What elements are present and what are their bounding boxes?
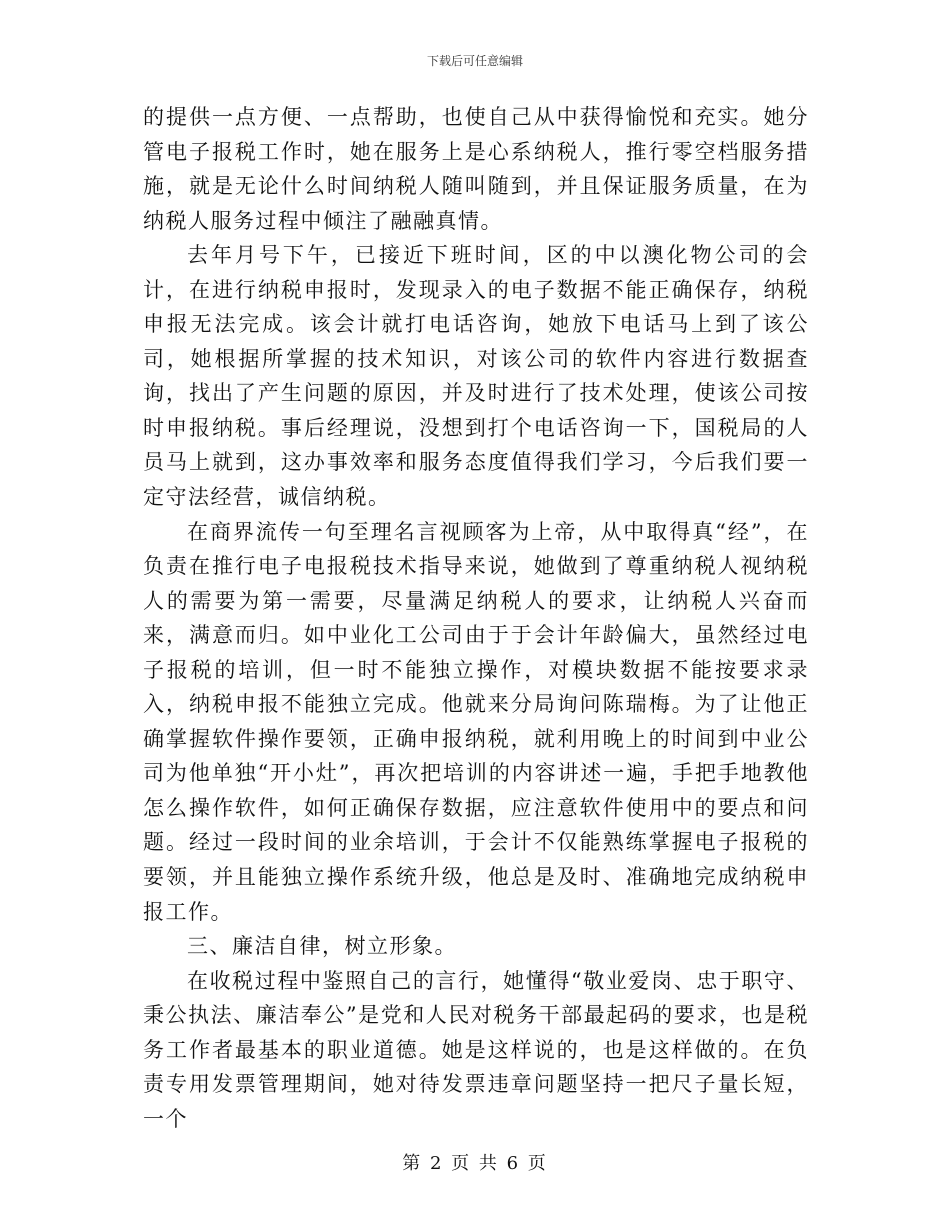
page-footer: 第 2 页 共 6 页 — [402, 1153, 548, 1174]
page-header: 下载后可任意编辑 — [426, 54, 523, 68]
paragraph-2: 去年月号下午，已接近下班时间，区的中以澳化物公司的会计，在进行纳税申报时，发现录入的电子数据不能正确保存，纳税申报无法完成。该会计就打电话咨询，她放下电话马上到了该公司，她根据所掌握的技术知识，对该公司的软件内容进行数据查询，找出了产生问题的原因，并及时进行了技术处理，使该公司按时申报纳税。事后经理说，没想到打个电话咨询一下，国税局的人员马上就到，这办事效率和服务态度值得我们学习，今后我们要一定守法经营，诚信纳税。 — [143, 243, 809, 510]
paragraph-1: 的提供一点方便、一点帮助，也使自己从中获得愉悦和充实。她分管电子报税工作时，她在服务上是心系纳税人，推行零空档服务措施，就是无论什么时间纳税人随叫随到，并且保证服务质量，在为纳税人服务过程中倾注了融融真情。 — [143, 105, 809, 233]
document-body — [143, 100, 809, 1136]
paragraph-4: 在收税过程中鉴照自己的言行，她懂得“敬业爱岗、忠于职守、秉公执法、廉洁奉公”是党和人民对税务干部最起码的要求，也是税务工作者最基本的职业道德。她是这样说的，也是这样做的。在负责专用发票管理期间，她对待发票违章问题坚持一把尺子量长短，一个 — [143, 968, 809, 1131]
section-heading: 三、廉洁自律，树立形象。 — [187, 934, 457, 959]
paragraph-3: 在商界流传一句至理名言视顾客为上帝，从中取得真“经”，在负责在推行电子电报税技术指导来说，她做到了尊重纳税人视纳税人的需要为第一需要，尽量满足纳税人的要求，让纳税人兴奋而来，满意而归。如中业化工公司由于于会计年龄偏大，虽然经过电子报税的培训，但一时不能独立操作，对模块数据不能按要求录入，纳税申报不能独立完成。他就来分局询问陈瑞梅。为了让他正确掌握软件操作要领，正确申报纳税，就利用晚上的时间到中业公司为他单独“开小灶”，再次把培训的内容讲述一遍，手把手地教他怎么操作软件，如何正确保存数据，应注意软件使用中的要点和问题。经过一段时间的业余培训，于会计不仅能熟练掌握电子报税的要领，并且能独立操作系统升级，他总是及时、准确地完成纳税申报工作。 — [143, 519, 809, 924]
